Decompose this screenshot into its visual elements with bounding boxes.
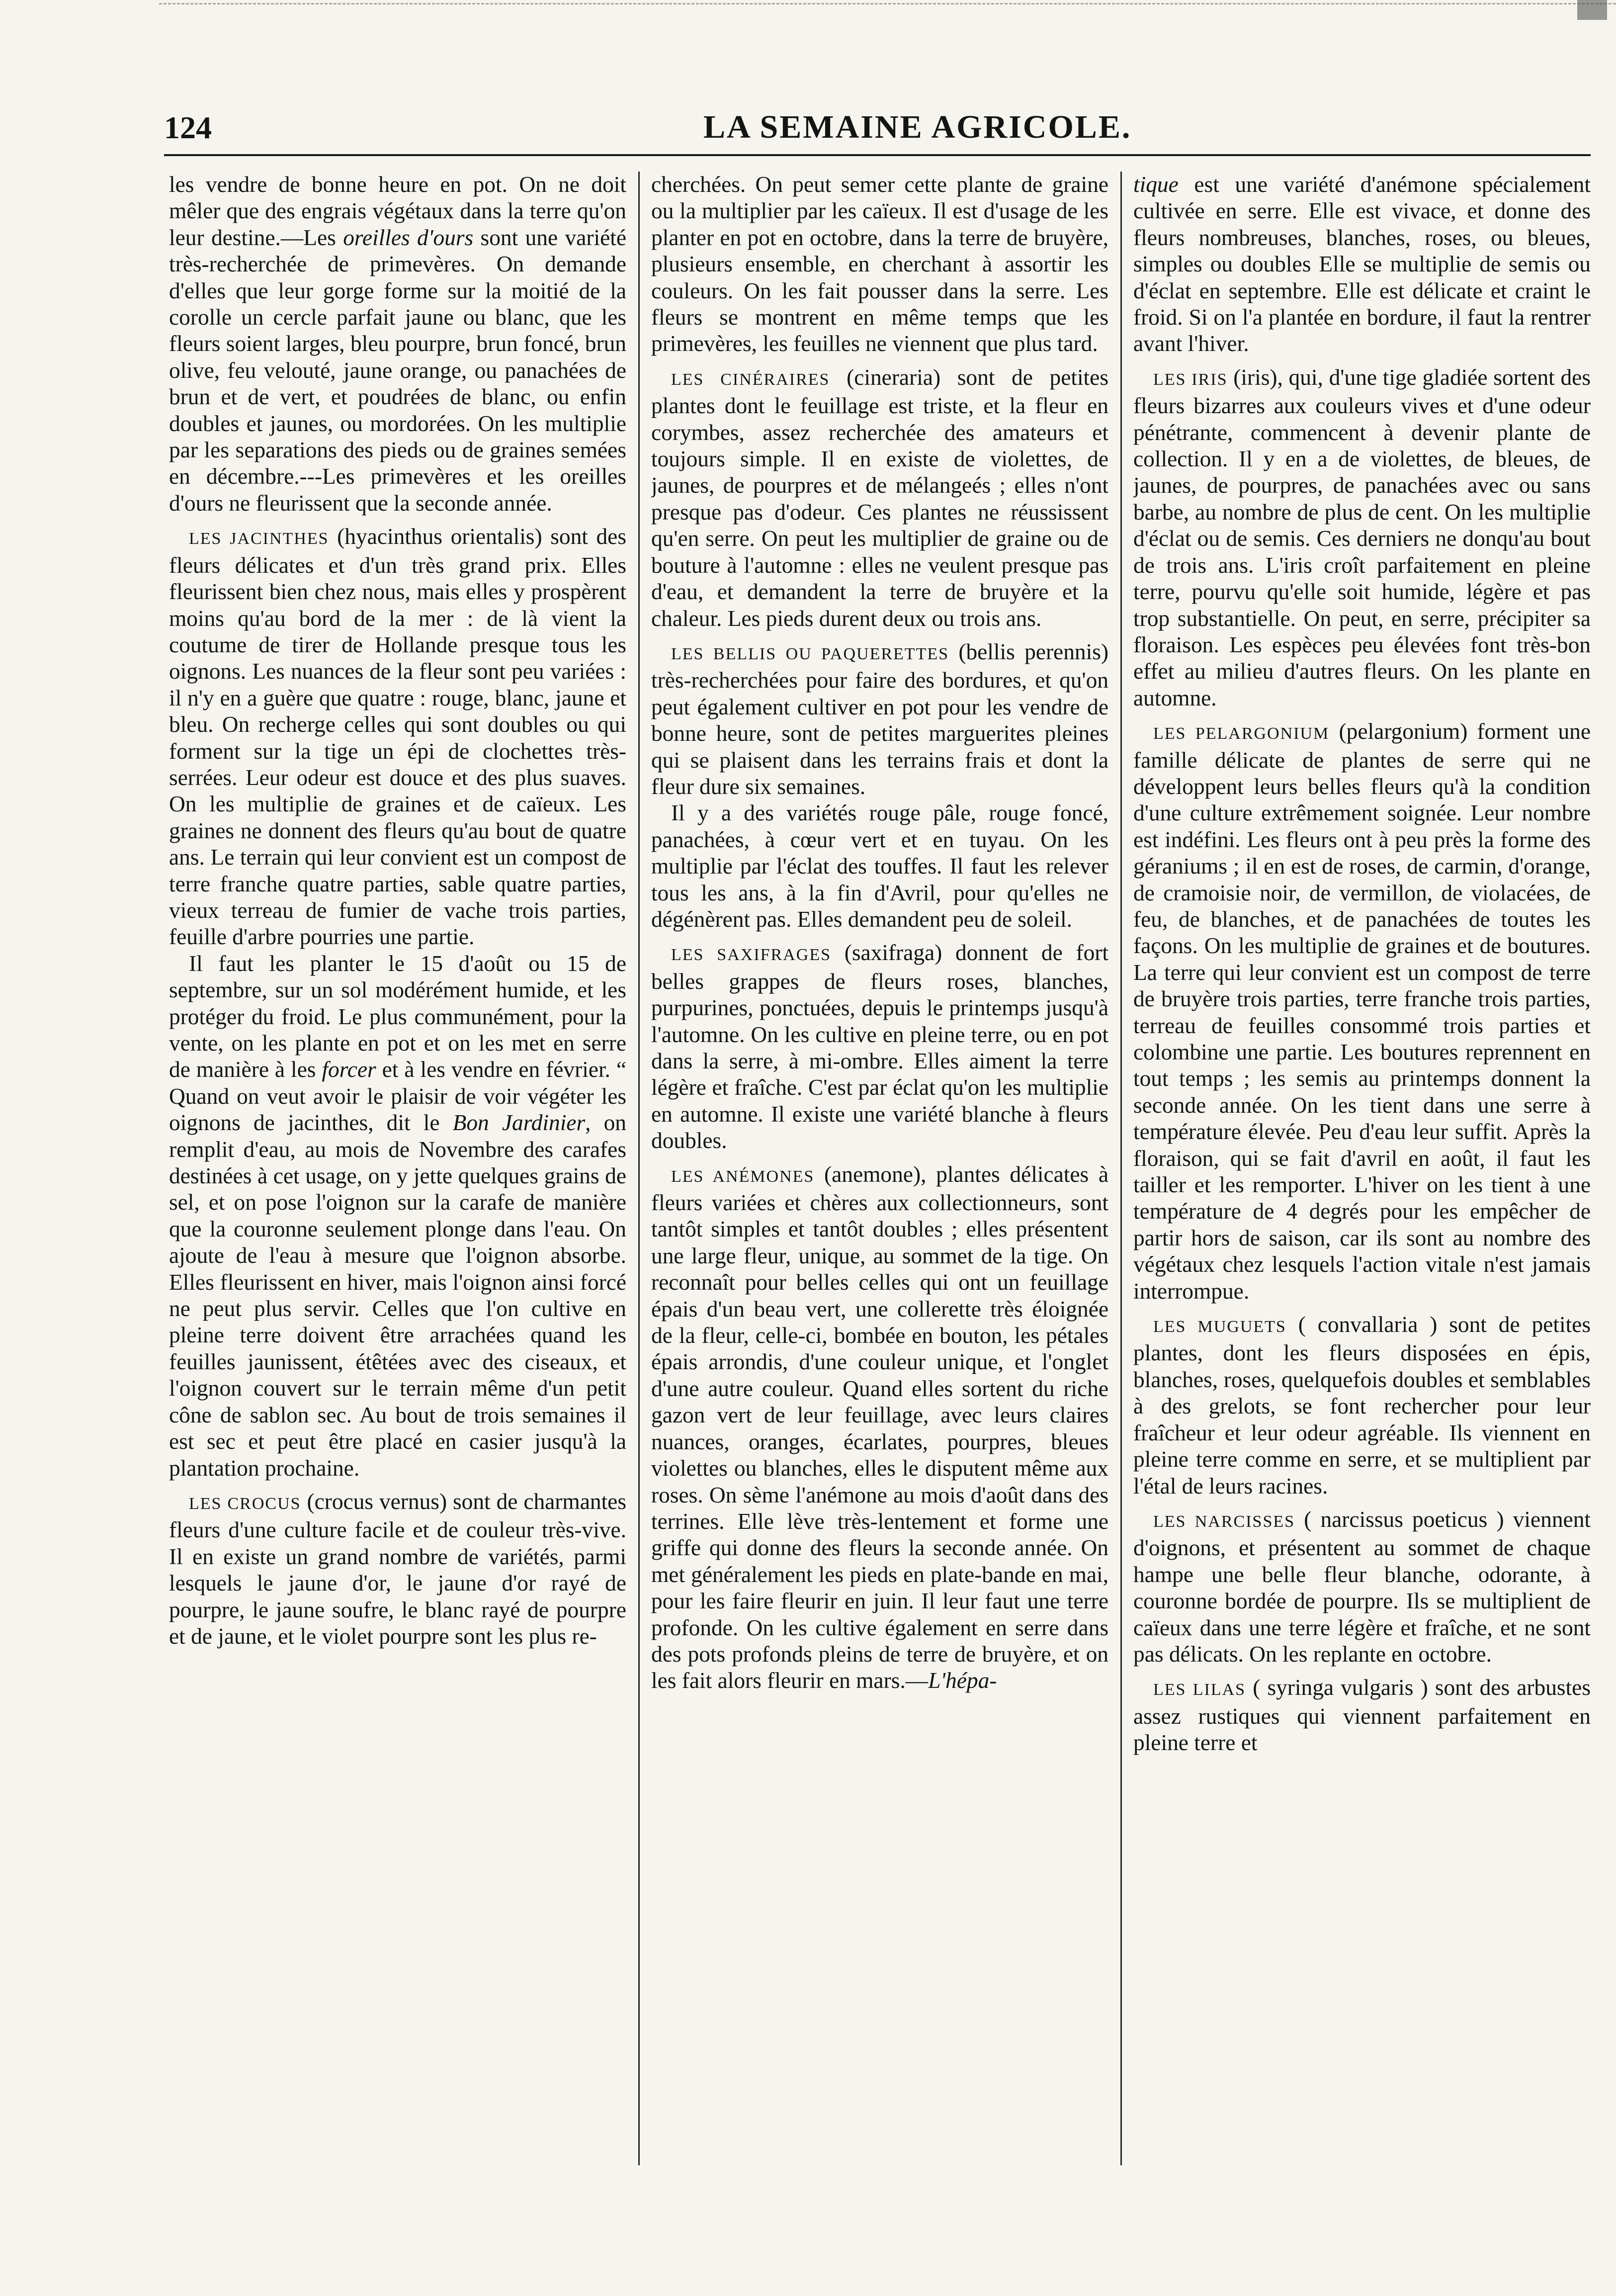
text-run: Il faut les planter le 15 d'août ou 15 de septembre, sur un sol modérément humide, et les protéger du froid. Le plus communément, pour la vente, on les plante en pot et on les met en serre de manière à les [169, 951, 626, 1082]
paragraph-lilas [1133, 1675, 1591, 1756]
entry-body: (hyacinthus orientalis) sont des fleurs délicates et d'un très grand prix. Elles fleurissent bien chez nous, mais elles y prospèrent moins qu'au bord de la mer : de là vient la coutume de tirer de Hollande presque tous les oignons. Les nuances de la fleur sont peu variées : il n'y en a guère que quatre : rouge, blanc, jaune et bleu. On recherge celles qui sont doubles ou qui forment sur la tige un épi de clochettes très-serrées. Leur odeur est douce et des plus suaves. On les multiplie de graines et de caïeux. Les graines ne donnent des fleurs qu'au bout de quatre ans. Le terrain qui leur convient est un compost de terre franche quatre parties, sable quatre parties, vieux terreau de fumier de vache trois parties, feuille d'arbre pourries une partie. [169, 524, 626, 950]
paragraph-narcisses [1133, 1506, 1591, 1668]
paragraph-hepatique [1133, 172, 1591, 357]
corner-ink-mark [1577, 0, 1607, 20]
top-border-rule [159, 3, 1616, 7]
entry-heading: LES PELARGONIUM [1153, 724, 1330, 743]
italic-term: oreilles d'ours [343, 225, 474, 250]
paragraph-bellis [651, 639, 1108, 800]
text-run: les vendre de bonne heure en pot. On ne doit mêler que des engrais végétaux dans la terre qu'on leur destine.—Les [169, 172, 626, 250]
entry-body: ( narcissus poeticus ) viennent d'oignons, et présentent au sommet de chaque hampe une belle fleur blanche, odorante, à couronne bordée de pourpre. Ils se multiplient de caïeux dans une terre légère et fraîche, et ne sont pas délicats. On les replante en octobre. [1133, 1506, 1591, 1667]
entry-heading: LES CINÉRAIRES [671, 370, 830, 389]
column-divider [1120, 172, 1122, 2165]
page-number: 124 [164, 110, 212, 145]
text-run: est une variété d'anémone spécialement cultivée en serre. Elle est vivace, et donne des fleurs nombreuses, blanches, roses, ou bleues, simples ou doubles Elle se multiplie de semis ou d'éclat en septembre. Elle est délicate et craint le froid. Si on l'a plantée en bordure, il faut la rentrer avant l'hiver. [1133, 172, 1591, 356]
entry-body: ( convallaria ) sont de petites plantes, dont les fleurs disposées en épis, blanches, roses, quelquefois doubles et semblables à des grelots, se font rechercher pour leur fraîcheur et leur odeur agréable. Ils viennent en pleine terre comme en serre, et se multiplient par l'étal de leurs racines. [1133, 1312, 1591, 1499]
entry-heading: LES JACINTHES [189, 530, 329, 548]
entry-heading: LES NARCISSES [1153, 1512, 1295, 1531]
paragraph-jacinthes [169, 524, 626, 951]
paragraph-bellis-varietes: Il y a des variétés rouge pâle, rouge foncé, panachées, à cœur vert et en tuyau. On les multiplie par l'éclat des touffes. Il faut les relever tous les ans, à la fin d'Avril, pour qu'elles ne dégénèrent pas. Elles demandent peu de soleil. [651, 800, 1108, 932]
entry-body: (crocus vernus) sont de charmantes fleurs d'une culture facile et de couleur très-vive. Il en existe un grand nombre de variétés, parmi lesquels le jaune d'or, le jaune d'or rayé de pourpre, le jaune soufre, le blanc rayé de pourpre et de jaune, et le violet pourpre sont les plus re- [169, 1489, 626, 1649]
column-2 [651, 172, 1108, 2190]
paragraph-muguets [1133, 1312, 1591, 1500]
paragraph-pelargonium [1133, 718, 1591, 1305]
entry-body: (cineraria) sont de petites plantes dont le feuillage est triste, et la fleur en corymbes, assez recherchée des amateurs et toujours simple. Il en existe de violettes, de jaunes, de pourpres et de mélangeés ; elles n'ont presque pas d'odeur. Ces plantes ne réussissent qu'en serre. On peut les multiplier de graine ou de bouture à l'automne : elles ne veulent presque pas d'eau, et demandent la terre de bruyère et la chaleur. Les pieds durent deux ou trois ans. [651, 364, 1108, 631]
entry-heading: LES CROCUS [189, 1494, 301, 1513]
italic-term: Bon Jardinier [452, 1110, 586, 1136]
entry-body: (pelargonium) forment une famille délicate de plantes de serre qui ne développent leurs belles fleurs qu'à la condition d'une culture extrêmement soignée. Leur nombre est indéfini. Les fleurs ont à peu près la forme des géraniums ; il en est de roses, de carmin, d'orange, de cramoisie noir, de vermillon, de violacées, de feu, de blanches, et de panachées de toutes les façons. On les multiplie de graines et de boutures. La terre qui leur convient est un compost de terre de bruyère trois parties, terre franche trois parties, terreau de feuilles consommé trois parties et colombine une partie. Les boutures reprennent en tout temps ; les semis au printemps donnent la seconde année. On les tient dans une serre à température élevée. Peu d'eau leur suffit. Après la floraison, qui se fait d'avril en août, il faut les tailler et les remporter. L'hiver on les tient à une température de 4 degrés pour les empêcher de partir hors de saison, car ils sont au nombre des végétaux chez lesquels l'action vitale n'est jamais interrompue. [1133, 719, 1591, 1304]
entry-body: (anemone), plantes délicates à fleurs variées et chères aux collectionneurs, sont tantôt simples et tantôt doubles ; elles présentent une large fleur, unique, au sommet de la tige. On reconnaît pour belles celles qui ont un feuillage épais d'un beau vert, une collerette très éloignée de la fleur, celle-ci, bombée en bouton, les pétales épais arrondis, d'une couleur unique, et l'onglet d'une autre couleur. Quand elles sortent du riche gazon vert de leur feuillage, avec leurs claires nuances, oranges, écarlates, pourpres, bleues violettes ou blanches, elles le disputent même aux roses. On sème l'anémone au mois d'août dans des terrines. Elle lève très-lentement et forme une griffe qui donne des fleurs la seconde année. On met généralement les pieds en plate-bande en mai, pour les faire fleurir en juin. Il leur faut une terre profonde. On les cultive également en serre dans des pots profonds pleins de terre de bruyère, et on les fait alors fleurir en mars.— [651, 1161, 1108, 1693]
italic-term: L'hépa- [928, 1668, 997, 1693]
italic-term: tique [1133, 172, 1179, 197]
text-columns [169, 172, 1591, 2190]
paragraph-cineraires [651, 364, 1108, 632]
text-run: et à les vendre en février. “ Quand on veut avoir le plaisir de voir végéter les oignons de jacinthes, dit le [169, 1057, 626, 1136]
column-1 [169, 172, 626, 2190]
entry-body: (saxifraga) donnent de fort belles grappes de fleurs roses, blanches, purpurines, ponctuées, depuis le printemps jusqu'à l'automne. On les cultive en pleine terre, ou en pot dans la serre, à mi-ombre. Elles aiment la terre légère et fraîche. C'est par éclat qu'on les multiplie en automne. Il existe une variété blanche à fleurs doubles. [651, 940, 1108, 1153]
entry-heading: LES ANÉMONES [671, 1167, 815, 1186]
page-header [164, 104, 1591, 144]
entry-heading: LES LILAS [1153, 1680, 1246, 1699]
text-run: , on remplit d'eau, au mois de Novembre des carafes destinées à cet usage, on y jette quelques grains de sel, et on pose l'oignon sur la carafe de manière que la couronne seulement plonge dans l'eau. On ajoute de l'eau à mesure que l'oignon absorbe. Elles fleurissent en hiver, mais l'oignon ainsi forcé ne peut plus servir. Celles que l'on cultive en pleine terre doivent être arrachées quand les feuilles jaunissent, étêtées avec des ciseaux, et l'oignon couvert sur le terrain même d'un petit cône de sablon sec. Au bout de trois semaines il est sec et peut être placé en casier jusqu'à la plantation prochaine. [169, 1110, 626, 1481]
entry-heading: LES IRIS [1153, 370, 1228, 389]
paragraph-anemones [651, 1161, 1108, 1694]
paragraph-primeveres [169, 172, 626, 517]
paragraph-plantation [169, 951, 626, 1482]
entry-body: (bellis perennis) très-recherchées pour faire des bordures, et qu'on peut également cultiver en pot pour les vendre de bonne heure, sont de petites marguerites pleines qui se plaisent dans les terrains frais et dont la fleur dure six semaines. [651, 639, 1108, 799]
text-run: sont une variété très-recherchée de primevères. On demande d'elles que leur gorge forme sur la moitié de la corolle un cercle parfait jaune ou blanc, que les fleurs soient larges, bleu pourpre, brun foncé, brun olive, feu velouté, jaune orange, ou panachées de brun et de vert, et poudrées de blanc, ou enfin doubles et jaunes, ou mordorées. On les multiplie par les separations des pieds ou de graines semées en décembre.---Les primevères et les oreilles d'ours ne fleurissent que la seconde année. [169, 225, 626, 516]
entry-body: (iris), qui, d'une tige gladiée sortent des fleurs bizarres aux couleurs vives et d'une odeur pénétrante, commencent à devenir plante de collection. Il y en a de violettes, de bleues, de jaunes, de pourpres, de panachées avec ou sans barbe, au nombre de plus de cent. On les multiplie d'éclat ou de semis. Ces derniers ne donqu'au bout de trois ans. L'iris croît parfaitement en pleine terre, pourvu qu'elle soit humide, légère et pas trop substantielle. On peut, en serre, précipiter sa floraison. Les espèces peu élevées font très-bon effet au milieu d'autres fleurs. On les plante en automne. [1133, 364, 1591, 710]
paragraph-iris [1133, 364, 1591, 711]
entry-heading: LES MUGUETS [1153, 1318, 1286, 1336]
column-divider [638, 172, 640, 2165]
entry-heading: LES SAXIFRAGES [671, 946, 832, 965]
column-3 [1133, 172, 1591, 2190]
paragraph-crocus [169, 1489, 626, 1650]
entry-body: ( syringa vulgaris ) sont des arbustes assez rustiques qui viennent parfaitement en pleine terre et [1133, 1675, 1591, 1756]
paragraph-crocus-continued: cherchées. On peut semer cette plante de graine ou la multiplier par les caïeux. Il est d'usage de les planter en pot en octobre, dans la terre de bruyère, plusieurs ensemble, en cherchant à assortir les couleurs. On les fait pousser dans la serre. Les fleurs se montrent en même temps que les primevères, les feuilles ne viennent que plus tard. [651, 172, 1108, 356]
running-title: LA SEMAINE AGRICOLE. [703, 109, 1132, 145]
header-rule [164, 154, 1591, 156]
italic-term: forcer [322, 1057, 376, 1082]
entry-heading: LES BELLIS OU PAQUERETTES [671, 644, 949, 663]
paragraph-saxifrages [651, 940, 1108, 1154]
